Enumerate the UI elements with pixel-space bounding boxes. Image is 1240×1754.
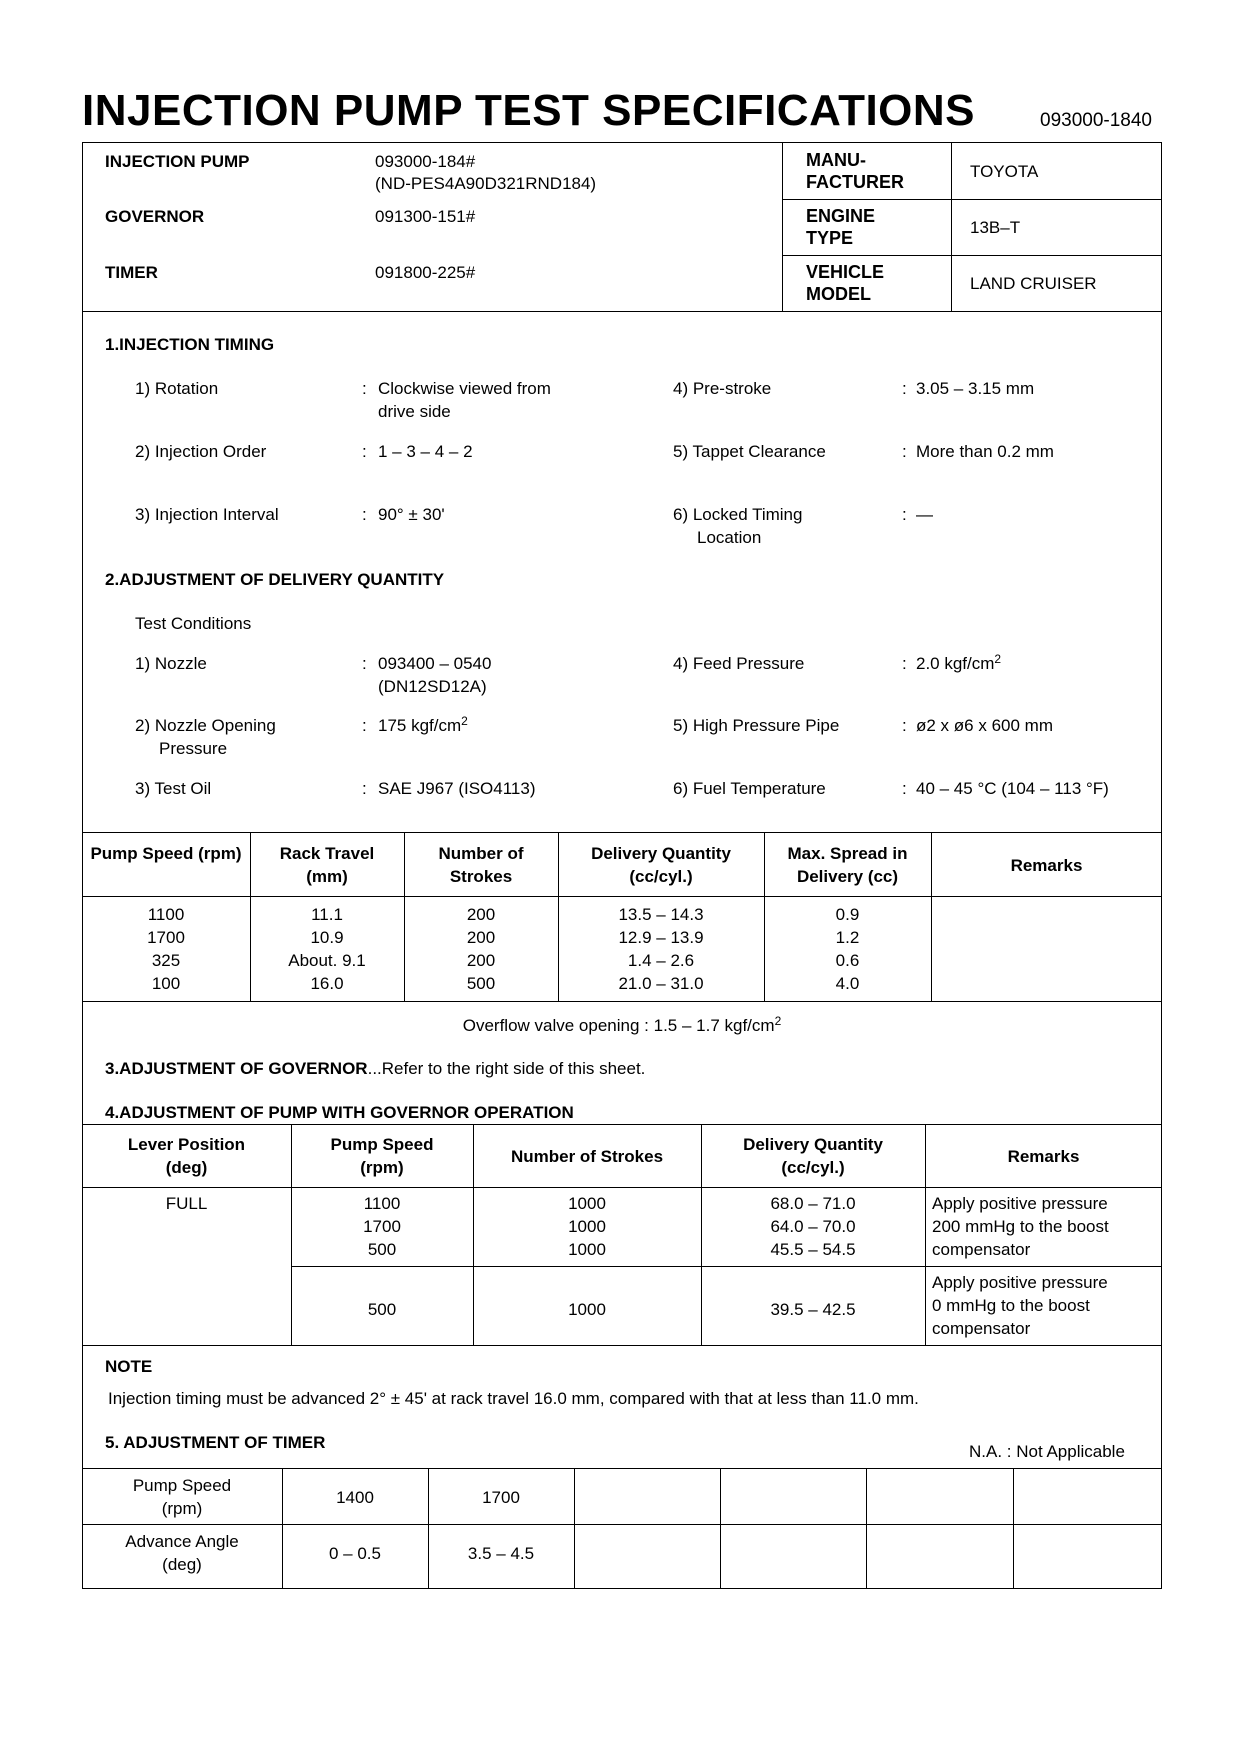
col-header-pump-speed-unit: (rpm) — [360, 1158, 404, 1177]
table-cell: 100 — [151, 974, 181, 993]
table-cell: 64.0 – 70.0 — [770, 1217, 856, 1236]
colon: : — [362, 505, 367, 524]
col-header-strokes-2: Strokes — [449, 867, 513, 886]
pre-stroke-value: 3.05 – 3.15 mm — [916, 379, 1035, 398]
colon: : — [362, 379, 367, 398]
nozzle-value-2: (DN12SD12A) — [378, 677, 487, 696]
col-header-remarks: Remarks — [1007, 1147, 1080, 1166]
col-header-max-spread-unit: Delivery (cc) — [796, 867, 899, 886]
timer-label: TIMER — [105, 263, 158, 282]
manufacturer-value: TOYOTA — [970, 162, 1039, 181]
timer-speed-label: Pump Speed — [132, 1476, 232, 1495]
vehicle-model-label: VEHICLE — [806, 262, 885, 282]
table-cell: 1700 — [147, 928, 185, 947]
divider — [82, 1468, 1162, 1469]
manufacturer-label-2: FACTURER — [806, 172, 904, 192]
col-header-rack-travel-unit: (mm) — [306, 867, 348, 886]
divider — [866, 1468, 867, 1589]
table-cell: 4.0 — [835, 974, 860, 993]
engine-type-label-2: TYPE — [806, 228, 854, 248]
divider — [574, 1468, 575, 1589]
divider — [782, 199, 1162, 200]
remarks-line: compensator — [932, 1240, 1031, 1259]
remarks-line: 0 mmHg to the boost — [932, 1296, 1090, 1315]
table-cell: 16.0 — [310, 974, 344, 993]
divider — [82, 832, 1162, 833]
rotation-value-2: drive side — [378, 402, 451, 421]
colon: : — [362, 442, 367, 461]
section-4-title: 4.ADJUSTMENT OF PUMP WITH GOVERNOR OPERATION — [105, 1103, 574, 1122]
pump-value: 093000-184# — [375, 152, 476, 171]
rotation-label: 1) Rotation — [135, 379, 219, 398]
table-cell: 500 — [466, 974, 496, 993]
table-cell: 68.0 – 71.0 — [770, 1194, 856, 1213]
remarks-line: compensator — [932, 1319, 1031, 1338]
table-cell: 1000 — [568, 1217, 606, 1236]
table-cell: 45.5 – 54.5 — [770, 1240, 856, 1259]
table-cell: 13.5 – 14.3 — [618, 905, 704, 924]
colon: : — [902, 716, 907, 735]
overflow-valve-note: Overflow valve opening : 1.5 – 1.7 kgf/$cm^2$ — [462, 1014, 782, 1035]
test-oil-label: 3) Test Oil — [135, 779, 212, 798]
col-header-rack-travel: Rack Travel — [279, 844, 375, 863]
divider — [82, 1187, 1162, 1188]
nozzle-opening-value: 175 kgf/$cm^2$ — [378, 714, 468, 735]
engine-type-value: 13B–T — [970, 218, 1021, 237]
table-cell: 500 — [367, 1300, 397, 1319]
divider — [951, 142, 952, 312]
timer-speed-unit: (rpm) — [161, 1499, 203, 1518]
not-applicable-legend: N.A. : Not Applicable — [969, 1442, 1125, 1461]
col-header-lever-unit: (deg) — [165, 1158, 208, 1177]
table-cell: 11.1 — [311, 905, 343, 924]
feed-pressure-label: 4) Feed Pressure — [673, 654, 805, 673]
engine-type-label: ENGINE — [806, 206, 876, 226]
vehicle-model-value: LAND CRUISER — [970, 274, 1097, 293]
nozzle-opening-label-2: Pressure — [159, 739, 228, 758]
pump-model-code: (ND-PES4A90D321RND184) — [375, 174, 597, 193]
table-cell: 1100 — [363, 1194, 401, 1213]
rotation-value: Clockwise viewed from — [378, 379, 551, 398]
section-3-title: 3.ADJUSTMENT OF GOVERNOR...Refer to the right side of this sheet. — [105, 1059, 646, 1078]
section-5-title: 5. ADJUSTMENT OF TIMER — [105, 1433, 326, 1452]
table-cell: 0.6 — [835, 951, 860, 970]
col-header-delivery-unit: (cc/cyl.) — [629, 867, 693, 886]
section-1-title: 1.INJECTION TIMING — [105, 335, 275, 354]
table-cell: 1700 — [482, 1488, 520, 1507]
nozzle-value: 093400 – 0540 — [378, 654, 492, 673]
fuel-temperature-label: 6) Fuel Temperature — [673, 779, 826, 798]
governor-value: 091300-151# — [375, 207, 476, 226]
fuel-temperature-value: 40 – 45 °C (104 – 113 °F) — [916, 779, 1109, 798]
remarks-line: Apply positive pressure — [932, 1273, 1108, 1292]
governor-label: GOVERNOR — [105, 207, 205, 226]
table-cell: 0 – 0.5 — [329, 1544, 381, 1563]
divider — [82, 896, 1162, 897]
divider — [782, 142, 783, 312]
pump-label: INJECTION PUMP — [105, 152, 250, 171]
divider — [82, 1124, 1162, 1125]
nozzle-opening-label: 2) Nozzle Opening — [135, 716, 276, 735]
page-title: INJECTION PUMP TEST SPECIFICATIONS — [82, 86, 976, 135]
table-cell: 200 — [466, 905, 496, 924]
table-cell: 12.9 – 13.9 — [618, 928, 704, 947]
table-cell: 500 — [367, 1240, 397, 1259]
divider — [82, 1345, 1162, 1346]
divider — [291, 1266, 1162, 1267]
note-text: Injection timing must be advanced 2° ± 45' at rack travel 16.0 mm, compared with that at less than 11.0 mm. — [108, 1389, 919, 1408]
divider — [82, 1001, 1162, 1002]
nozzle-label: 1) Nozzle — [135, 654, 207, 673]
document-number: 093000-1840 — [1040, 110, 1152, 131]
divider — [82, 1524, 1162, 1525]
tappet-clearance-label: 5) Tappet Clearance — [673, 442, 826, 461]
colon: : — [362, 654, 367, 673]
table-cell: 3.5 – 4.5 — [467, 1544, 535, 1563]
colon: : — [362, 716, 367, 735]
table-cell: 39.5 – 42.5 — [770, 1300, 856, 1319]
section-2-title: 2.ADJUSTMENT OF DELIVERY QUANTITY — [105, 570, 445, 589]
col-header-delivery-unit: (cc/cyl.) — [781, 1158, 845, 1177]
col-header-delivery: Delivery Quantity — [743, 1135, 883, 1154]
col-header-remarks: Remarks — [1010, 856, 1083, 875]
injection-interval-label: 3) Injection Interval — [135, 505, 279, 524]
divider — [1013, 1468, 1014, 1589]
colon: : — [362, 779, 367, 798]
vehicle-model-label-2: MODEL — [806, 284, 871, 304]
high-pressure-pipe-label: 5) High Pressure Pipe — [673, 716, 840, 735]
test-oil-value: SAE J967 (ISO4113) — [378, 779, 536, 798]
injection-order-label: 2) Injection Order — [135, 442, 267, 461]
col-header-pump-speed: Pump Speed (rpm) — [90, 844, 242, 863]
pre-stroke-label: 4) Pre-stroke — [673, 379, 772, 398]
col-header-pump-speed: Pump Speed — [330, 1135, 434, 1154]
advance-angle-label: Advance Angle — [125, 1532, 239, 1551]
col-header-strokes: Number of Strokes — [510, 1147, 664, 1166]
table-cell: 1.2 — [835, 928, 860, 947]
table-cell: 1700 — [363, 1217, 401, 1236]
remarks-line: 200 mmHg to the boost — [932, 1217, 1109, 1236]
divider — [82, 311, 1162, 312]
divider — [782, 255, 1162, 256]
colon: : — [902, 442, 907, 461]
manufacturer-label: MANU- — [806, 150, 866, 170]
tappet-clearance-value: More than 0.2 mm — [916, 442, 1054, 461]
table-cell: 1100 — [147, 905, 185, 924]
col-header-max-spread: Max. Spread in — [787, 844, 908, 863]
advance-angle-unit: (deg) — [162, 1555, 202, 1574]
note-title: NOTE — [105, 1357, 153, 1376]
timer-value: 091800-225# — [375, 263, 476, 282]
table-cell: About. 9.1 — [288, 951, 366, 970]
table-cell: 21.0 – 31.0 — [618, 974, 704, 993]
table-cell: 0.9 — [835, 905, 860, 924]
colon: : — [902, 505, 907, 524]
locked-timing-label: 6) Locked Timing — [673, 505, 803, 524]
injection-interval-value: 90° ± 30' — [378, 505, 445, 524]
locked-timing-value: — — [916, 505, 933, 524]
feed-pressure-value: 2.0 kgf/$cm^2$ — [916, 652, 1002, 673]
table-cell: 1.4 – 2.6 — [627, 951, 695, 970]
col-header-strokes: Number of — [438, 844, 524, 863]
table-cell: 1000 — [568, 1194, 606, 1213]
table-cell: 200 — [466, 928, 496, 947]
colon: : — [902, 779, 907, 798]
locked-timing-label-2: Location — [697, 528, 762, 547]
table-cell: 10.9 — [310, 928, 344, 947]
table-cell: 1400 — [336, 1488, 374, 1507]
remarks-line: Apply positive pressure — [932, 1194, 1108, 1213]
high-pressure-pipe-value: ø2 x ø6 x 600 mm — [916, 716, 1053, 735]
table-cell: 200 — [466, 951, 496, 970]
colon: : — [902, 654, 907, 673]
injection-order-value: 1 – 3 – 4 – 2 — [378, 442, 473, 461]
table-cell: 325 — [151, 951, 181, 970]
divider — [720, 1468, 721, 1589]
colon: : — [902, 379, 907, 398]
lever-position-value: FULL — [165, 1194, 208, 1213]
table-cell: 1000 — [568, 1300, 606, 1319]
table-cell: 1000 — [568, 1240, 606, 1259]
col-header-lever-position: Lever Position — [127, 1135, 246, 1154]
col-header-delivery: Delivery Quantity — [591, 844, 731, 863]
test-conditions-label: Test Conditions — [135, 614, 252, 633]
